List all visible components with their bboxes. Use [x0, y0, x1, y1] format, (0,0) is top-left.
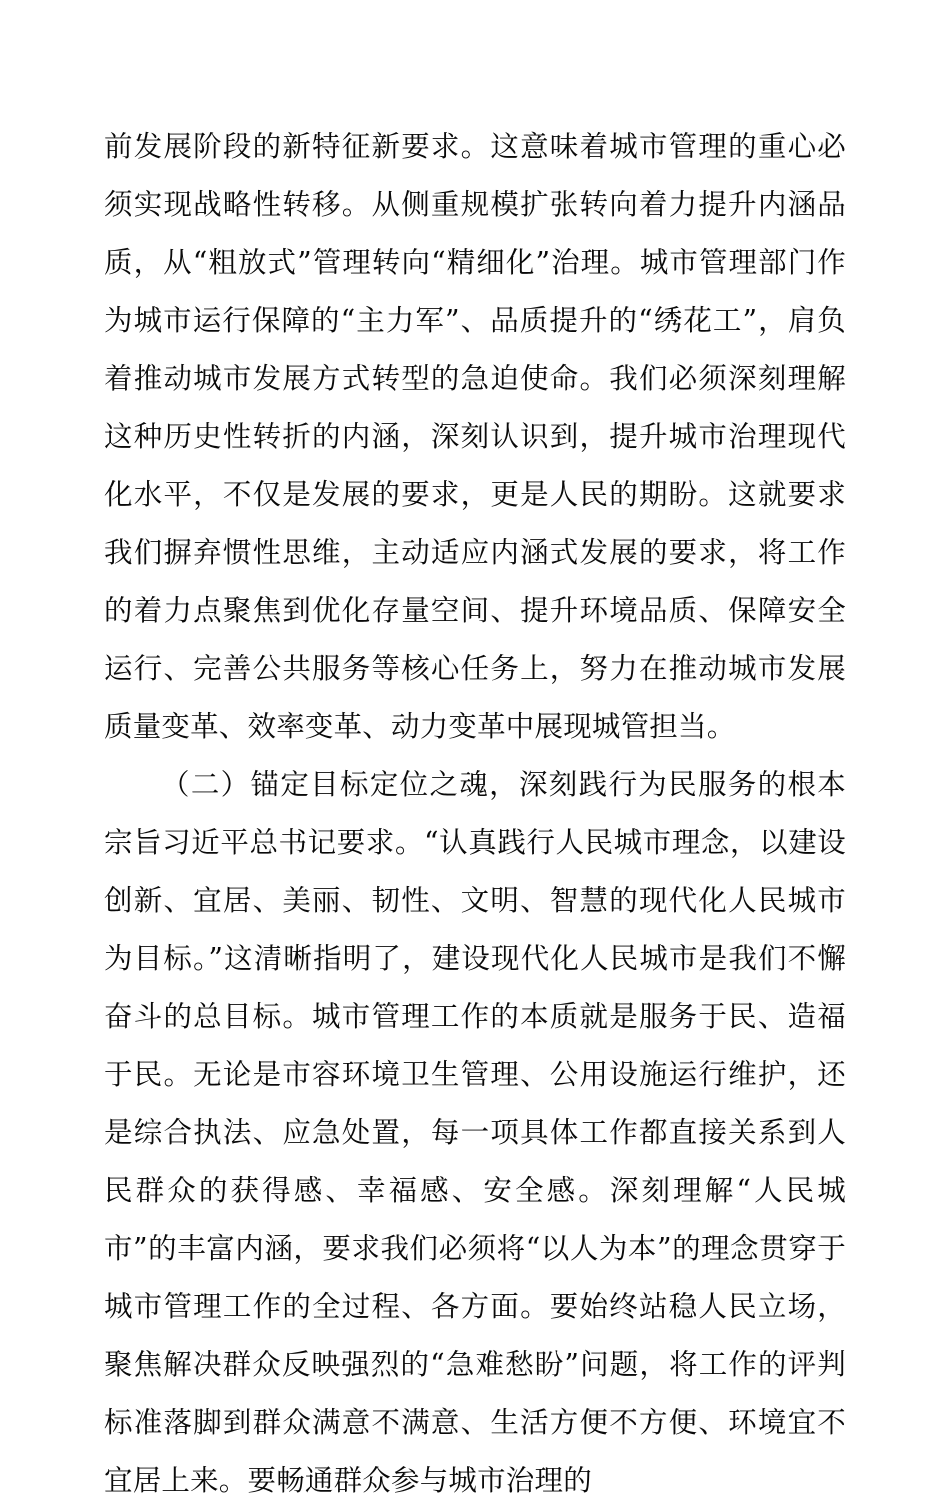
- paragraph-section-two: （二）锚定目标定位之魂，深刻践行为民服务的根本宗旨习近平总书记要求。“认真践行人民城市理念，以建设创新、宜居、美丽、韧性、文明、智慧的现代化人民城市为目标。”这清晰指明了，建设现代化人民城市是我们不懈奋斗的总目标。城市管理工作的本质就是服务于民、造福于民。无论是市容环境卫生管理、公用设施运行维护，还是综合执法、应急处置，每一项具体工作都直接关系到人民群众的获得感、幸福感、安全感。深刻理解“人民城市”的丰富内涵，要求我们必须将“以人为本”的理念贯穿于城市管理工作的全过程、各方面。要始终站稳人民立场，聚焦解决群众反映强烈的“急难愁盼”问题，将工作的评判标准落脚到群众满意不满意、生活方便不方便、环境宜不宜居上来。要畅通群众参与城市治理的: [104, 768, 846, 1497]
- document-body: [104, 118, 846, 1510]
- paragraph-continued: 前发展阶段的新特征新要求。这意味着城市管理的重心必须实现战略性转移。从侧重规模扩张转向着力提升内涵品质，从“粗放式”管理转向“精细化”治理。城市管理部门作为城市运行保障的“主力军”、品质提升的“绣花工”，肩负着推动城市发展方式转型的急迫使命。我们必须深刻理解这种历史性转折的内涵，深刻认识到，提升城市治理现代化水平，不仅是发展的要求，更是人民的期盼。这就要求我们摒弃惯性思维，主动适应内涵式发展的要求，将工作的着力点聚焦到优化存量空间、提升环境品质、保障安全运行、完善公共服务等核心任务上，努力在推动城市发展质量变革、效率变革、动力变革中展现城管担当。: [104, 130, 846, 743]
